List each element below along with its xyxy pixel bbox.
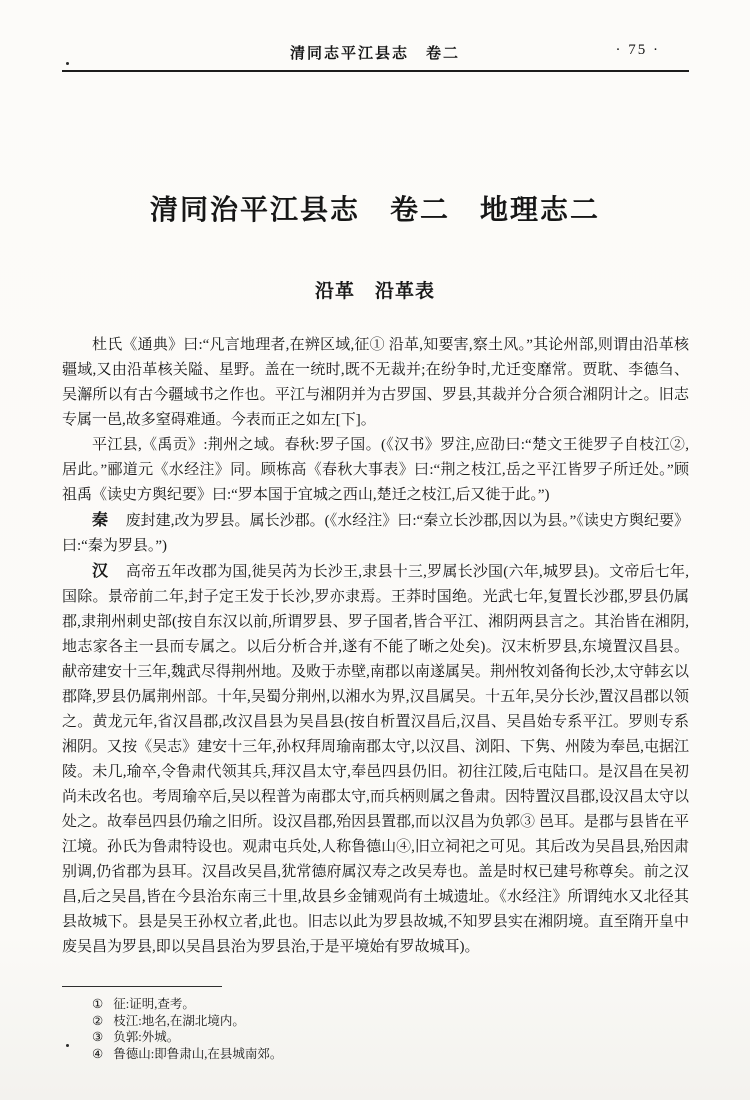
running-header xyxy=(62,42,688,66)
running-title: 清同志平江县志 卷二 xyxy=(289,46,460,62)
paragraph-text: 废封建,改为罗县。属长沙郡。(《水经注》曰:“秦立长沙郡,因以为县。”《读史方舆纪要》曰:“秦为罗县。”) xyxy=(62,513,689,554)
page-number: · 75 · xyxy=(615,42,660,58)
footnote-item xyxy=(62,996,662,1013)
page-title: 清同治平江县志 卷二 地理志二 xyxy=(149,195,600,226)
paragraph-text: 平江县,《禹贡》:荆州之域。春秋:罗子国。(《汉书》罗注,应劭曰:“楚文王徙罗子自枝江②,居此。”郦道元《水经注》同。顾栋高《春秋大事表》曰:“荆之枝江,岳之平江皆罗子所迁处。”顾祖禹《读史方舆纪要》曰:“罗本国于宜城之西山,楚迁之枝江,后又徙于此。”) xyxy=(62,437,689,503)
section-heading: 沿革 沿革表 xyxy=(314,281,435,302)
paragraph xyxy=(62,333,689,433)
footnote-marker: ④ xyxy=(92,1046,104,1061)
paragraph-text: 杜氏《通典》曰:“凡言地理者,在辨区域,征① 沿革,知要害,察土风。”其论州部,则谓由沿革核疆域,又由沿革核关隘、星野。盖在一统时,既不无裁并;在纷争时,尤迁变靡常。贾耽、李德刍、吴澥所以有古今疆域书之作也。平江与湘阴并为古罗国、罗县,其裁并分合须合湘阴计之。旧志专属一邑,故多窒碍难通。今表而正之如左[下]。 xyxy=(62,337,689,428)
footnote-item xyxy=(62,1029,662,1046)
paragraph-text: 高帝五年改郡为国,徙吴芮为长沙王,隶县十三,罗属长沙国(六年,城罗县)。文帝后七年,国除。景帝前二年,封子定王发于长沙,罗亦隶焉。王莽时国绝。光武七年,复置长沙郡,罗县仍属郡,隶荆州刺史部(按自东汉以前,所谓罗县、罗子国者,皆合平江、湘阴两县言之。其治皆在湘阴,地志家各主一县而专属之。以后分析合并,遂有不能了晰之处矣)。汉末析罗县,东境置汉昌县。献帝建安十三年,魏武尽得荆州地。及败于赤壁,南郡以南遂属吴。荆州牧刘备徇长沙,太守韩玄以郡降,罗县仍属荆州部。十年,吴蜀分荆州,以湘水为界,汉昌属吴。十五年,吴分长沙,置汉昌郡以领之。黄龙元年,省汉昌郡,改汉昌县为吴昌县(按自析置汉昌后,汉昌、吴昌始专系平江。罗则专系湘阴。又按《吴志》建安十三年,孙权拜周瑜南郡太守,以汉昌、浏阳、下隽、州陵为奉邑,屯据江陵。未几,瑜卒,令鲁肃代领其兵,拜汉昌太守,奉邑四县仍旧。初往江陵,后屯陆口。是汉昌在吴初尚未改名也。考周瑜卒后,吴以程普为南郡太守,而兵柄则属之鲁肃。因特置汉昌郡,设汉昌太守以处之。故奉邑四县仍瑜之旧所。设汉昌郡,殆因县置郡,而以汉昌为负郭③ 邑耳。是郡与县皆在平江境。孙氏为鲁肃特设也。观肃屯兵处,人称鲁德山④,旧立祠祀之可见。其后改为吴昌县,殆因肃别调,仍省郡为县耳。汉昌改吴昌,犹常德府属汉寿之改吴寿也。盖是时权已建号称尊矣。前之汉昌,后之吴昌,皆在今县治东南三十里,故县乡金铺观尚有土城遗址。《水经注》所谓纯水又北径其县故城下。县是吴王孙权立者,此也。旧志以此为罗县故城,不知罗县实在湘阴境。直至隋开皇中废吴昌为罗县,即以吴昌县治为罗县治,于是平境始有罗故城耳)。 xyxy=(62,564,689,955)
dynasty-headword: 秦 xyxy=(92,512,109,529)
paragraph xyxy=(62,508,689,559)
footnote-text: 征:证明,查考。 xyxy=(113,997,195,1011)
footnote-divider xyxy=(62,986,222,987)
footnote-marker: ③ xyxy=(92,1030,104,1044)
footnote-marker: ① xyxy=(92,997,104,1011)
body-text xyxy=(62,333,689,960)
scan-artifact-dot xyxy=(66,62,69,65)
paragraph xyxy=(62,559,689,960)
footnote-item xyxy=(62,1013,662,1030)
footnote-text: 枝江:地名,在湖北境内。 xyxy=(113,1013,245,1028)
header-rule xyxy=(62,70,689,72)
footnote-text: 负郭:外城。 xyxy=(113,1030,180,1044)
dynasty-headword: 汉 xyxy=(92,563,109,580)
footnote-item xyxy=(62,1046,662,1063)
footnote-text: 鲁德山:即鲁肃山,在县城南郊。 xyxy=(113,1046,283,1061)
footnotes xyxy=(62,996,662,1062)
footnote-marker: ② xyxy=(92,1013,104,1028)
paragraph xyxy=(62,433,689,508)
